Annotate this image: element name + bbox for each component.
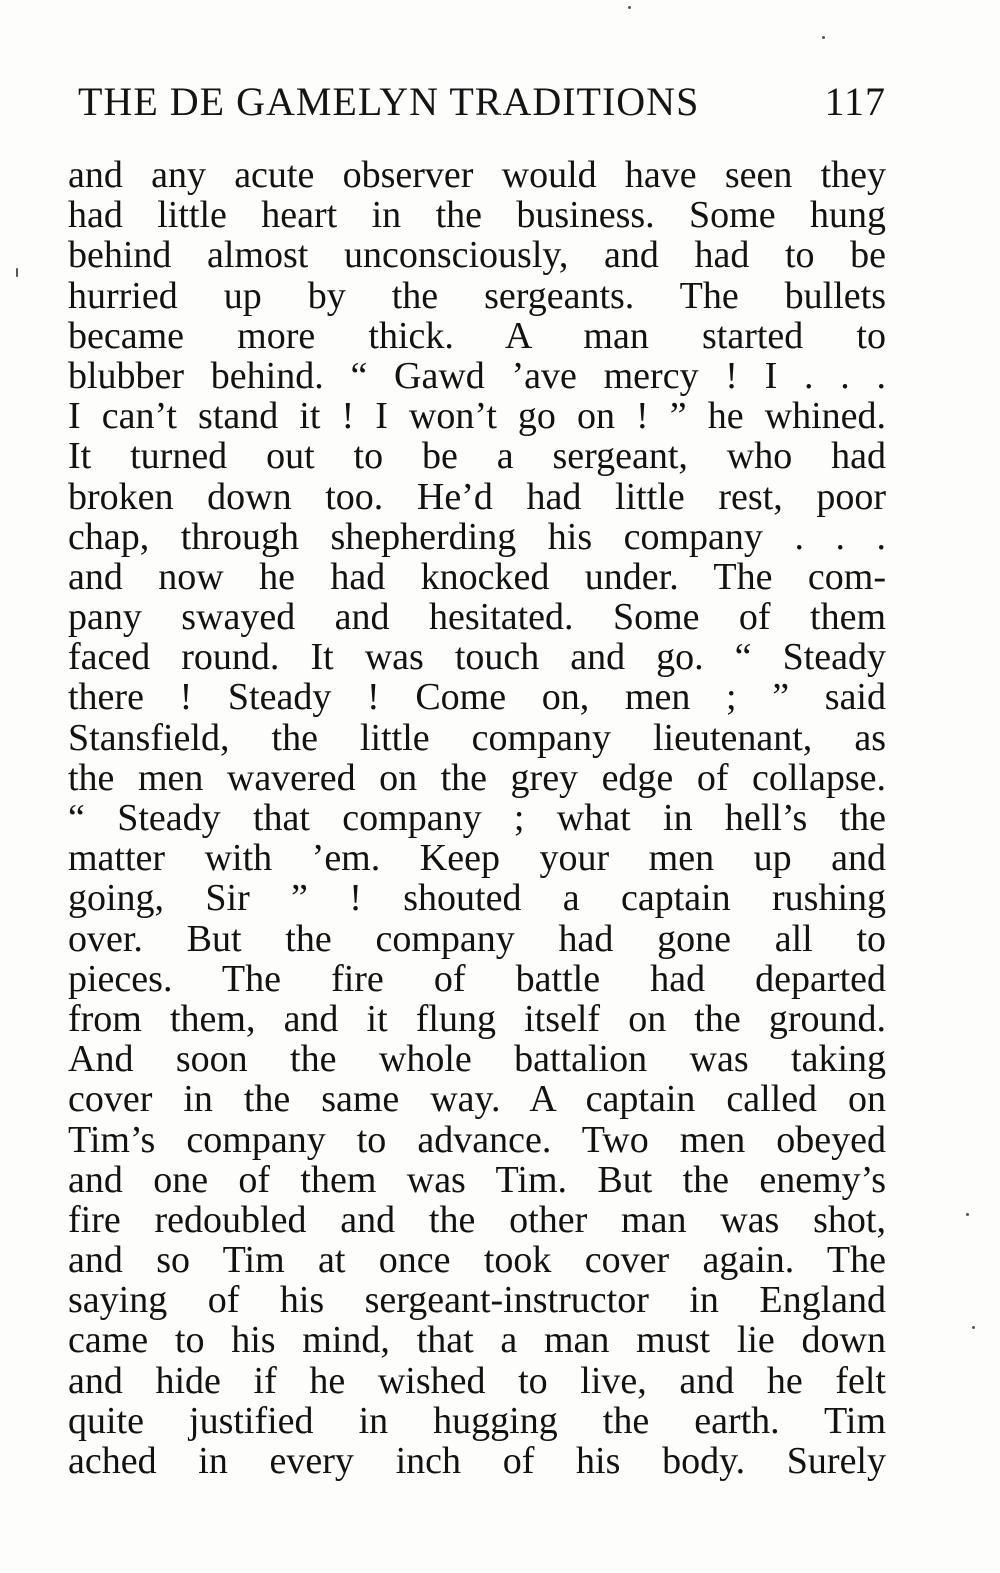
text-line: It turned out to be a sergeant, who had bbox=[68, 435, 886, 478]
text-line: going, Sir ” ! shouted a captain rushing bbox=[68, 877, 886, 920]
text-line: cover in the same way. A captain called on bbox=[68, 1078, 886, 1121]
text-line: quite justified in hugging the earth. Tim bbox=[68, 1399, 886, 1442]
text-line: chap, through shepherding his company . . . bbox=[68, 515, 886, 558]
text-line: and now he had knocked under. The com- bbox=[68, 555, 886, 598]
text-line: hurried up by the sergeants. The bullets bbox=[68, 274, 886, 317]
running-title: THE DE GAMELYN TRADITIONS bbox=[78, 79, 700, 124]
text-line: and one of them was Tim. But the enemy’s bbox=[68, 1158, 886, 1201]
scan-speck bbox=[628, 6, 631, 9]
body-text bbox=[68, 155, 886, 1481]
scan-speck bbox=[966, 1213, 969, 1216]
text-line: there ! Steady ! Come on, men ; ” said bbox=[68, 676, 886, 719]
text-line: became more thick. A man started to bbox=[68, 314, 886, 357]
text-line: and so Tim at once took cover again. The bbox=[68, 1239, 886, 1282]
text-line: matter with ’em. Keep your men up and bbox=[68, 837, 886, 880]
text-line: ached in every inch of his body. Surely bbox=[68, 1440, 886, 1482]
text-line: I can’t stand it ! I won’t go on ! ” he whined. bbox=[68, 395, 886, 438]
scan-speck bbox=[16, 268, 18, 277]
text-line: saying of his sergeant-instructor in England bbox=[68, 1279, 886, 1322]
text-line: over. But the company had gone all to bbox=[68, 917, 886, 960]
text-line: broken down too. He’d had little rest, poor bbox=[68, 475, 886, 518]
text-line: blubber behind. “ Gawd ’ave mercy ! I . . . bbox=[68, 354, 886, 397]
text-line: pany swayed and hesitated. Some of them bbox=[68, 596, 886, 639]
text-line: had little heart in the business. Some hung bbox=[68, 194, 886, 237]
text-line: faced round. It was touch and go. “ Steady bbox=[68, 636, 886, 679]
scan-speck bbox=[822, 36, 825, 39]
page-number: 117 bbox=[824, 79, 886, 124]
text-line: and hide if he wished to live, and he felt bbox=[68, 1359, 886, 1402]
text-line: Tim’s company to advance. Two men obeyed bbox=[68, 1118, 886, 1161]
text-line: from them, and it flung itself on the ground. bbox=[68, 997, 886, 1040]
text-line: pieces. The fire of battle had departed bbox=[68, 957, 886, 1000]
text-line: the men wavered on the grey edge of collapse. bbox=[68, 756, 886, 799]
text-line: “ Steady that company ; what in hell’s the bbox=[68, 797, 886, 839]
text-line: came to his mind, that a man must lie down bbox=[68, 1319, 886, 1362]
text-line: behind almost unconsciously, and had to be bbox=[68, 234, 886, 277]
running-head bbox=[78, 78, 886, 128]
text-line: Stansfield, the little company lieutenant, as bbox=[68, 716, 886, 759]
text-line: And soon the whole battalion was taking bbox=[68, 1038, 886, 1081]
text-line: and any acute observer would have seen they bbox=[68, 154, 886, 196]
scan-speck bbox=[972, 1326, 975, 1329]
text-line: fire redoubled and the other man was shot, bbox=[68, 1198, 886, 1241]
